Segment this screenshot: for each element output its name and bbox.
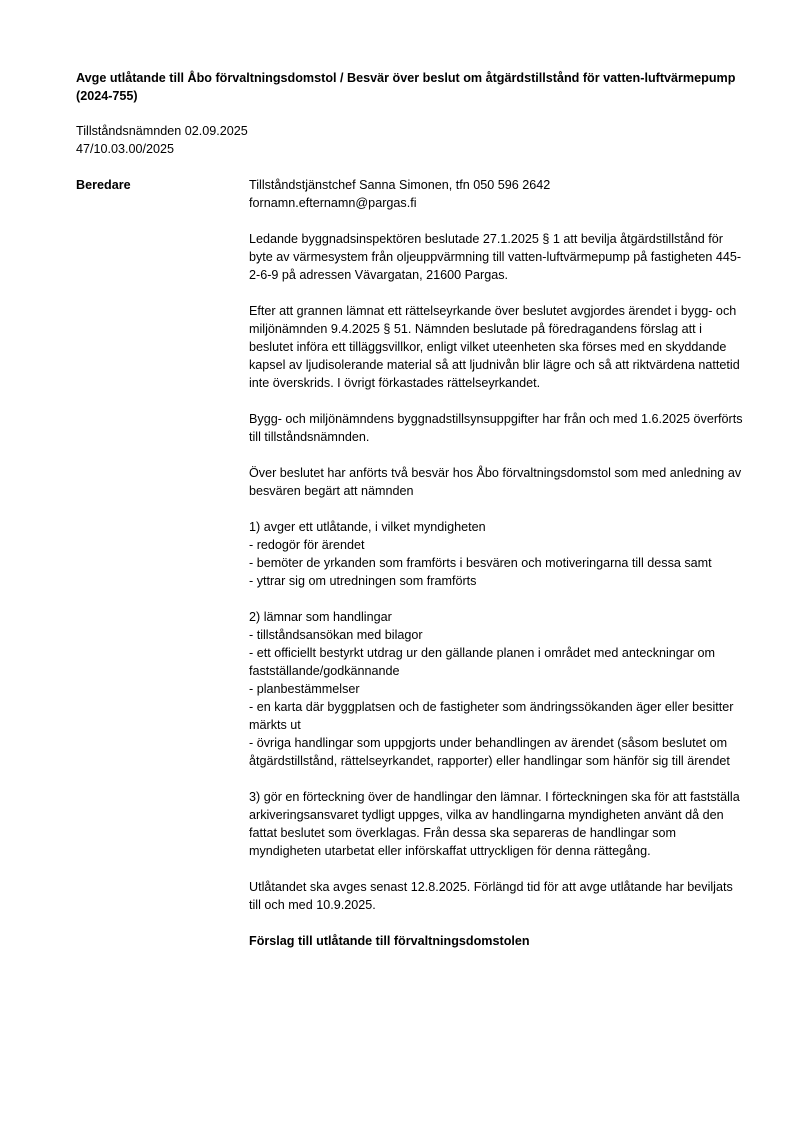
document-body (249, 176, 743, 968)
document-title: Avge utlåtande till Åbo förvaltningsdomstol / Besvär över beslut om åtgärdstillstånd för vatten-luftvärmepump (2024-755) (76, 71, 736, 103)
preparer-info (249, 176, 743, 212)
paragraph-transfer: Bygg- och miljönämndens byggnadstillsynsuppgifter har från och med 1.6.2025 överförts till tillståndsnämnden. (249, 412, 743, 444)
list-item: - ett officiellt bestyrkt utdrag ur den gällande planen i området med anteckningar om fastställande/godkännande (249, 646, 715, 678)
list-item: - övriga handlingar som uppgjorts under behandlingen av ärendet (såsom beslutet om åtgärdstillstånd, rättelseyrkandet, rapporter) eller handlingar som hänför sig till ärendet (249, 736, 730, 768)
preparer-name: Tillståndstjänstchef Sanna Simonen, tfn 050 596 2642 (249, 178, 551, 192)
list-item: - tillståndsansökan med bilagor (249, 628, 423, 642)
meeting-body-date: Tillståndsnämnden 02.09.2025 (76, 124, 248, 138)
meeting-meta (76, 122, 248, 158)
preparer-label: Beredare (76, 178, 131, 192)
list-item: - en karta där byggplatsen och de fastigheter som ändringssökanden äger eller besitter märkts ut (249, 700, 734, 732)
paragraph-decision: Ledande byggnadsinspektören beslutade 27.1.2025 § 1 att bevilja åtgärdstillstånd för byte av värmesystem från oljeuppvärmning till vatten-luftvärmepump på fastigheten 445-2-6-9 på adressen Vävargatan, 21600 Pargas. (249, 232, 742, 282)
paragraph-rectification: Efter att grannen lämnat ett rättelseyrkande över beslutet avgjordes ärendet i bygg- och miljönämnden 9.4.2025 § 51. Nämnden beslutade på föredragandens förslag att i beslutet införa ett tilläggsvillkor, enligt vilket uteenheten ska förses med en skyddande kapsel av ljudisolerande material så att ljudnivån blir lägre och så att riktvärdena nattetid inte överskrids. I övrigt förkastades rättelseyrkandet. (249, 304, 740, 390)
proposal-heading: Förslag till utlåtande till förvaltningsdomstolen (249, 934, 530, 948)
case-reference: 47/10.03.00/2025 (76, 142, 175, 156)
preparer-email: fornamn.efternamn@pargas.fi (249, 196, 417, 210)
list-item: - bemöter de yrkanden som framförts i besvären och motiveringarna till dessa samt (249, 556, 712, 570)
list-item: - planbestämmelser (249, 682, 360, 696)
paragraph-deadline: Utlåtandet ska avges senast 12.8.2025. Förlängd tid för att avge utlåtande har beviljats till och med 10.9.2025. (249, 880, 733, 912)
request-list-2 (249, 608, 743, 770)
request-list-1 (249, 518, 743, 590)
paragraph-appeals: Över beslutet har anförts två besvär hos Åbo förvaltningsdomstol som med anledning av besvären begärt att nämnden (249, 466, 742, 498)
list-item: - yttrar sig om utredningen som framförts (249, 574, 477, 588)
paragraph-document-list: 3) gör en förteckning över de handlingar den lämnar. I förteckningen ska för att fastställa arkiveringsansvaret tydligt uppges, vilka av handlingarna myndigheten använt då den fattat beslutet som överklagas. Från dessa ska separeras de handlingar som myndigheten utarbetat eller införskaffat uttryckligen för denna rättegång. (249, 790, 740, 858)
list-item: - redogör för ärendet (249, 538, 365, 552)
list-item: 1) avger ett utlåtande, i vilket myndigheten (249, 520, 486, 534)
list-item: 2) lämnar som handlingar (249, 610, 392, 624)
